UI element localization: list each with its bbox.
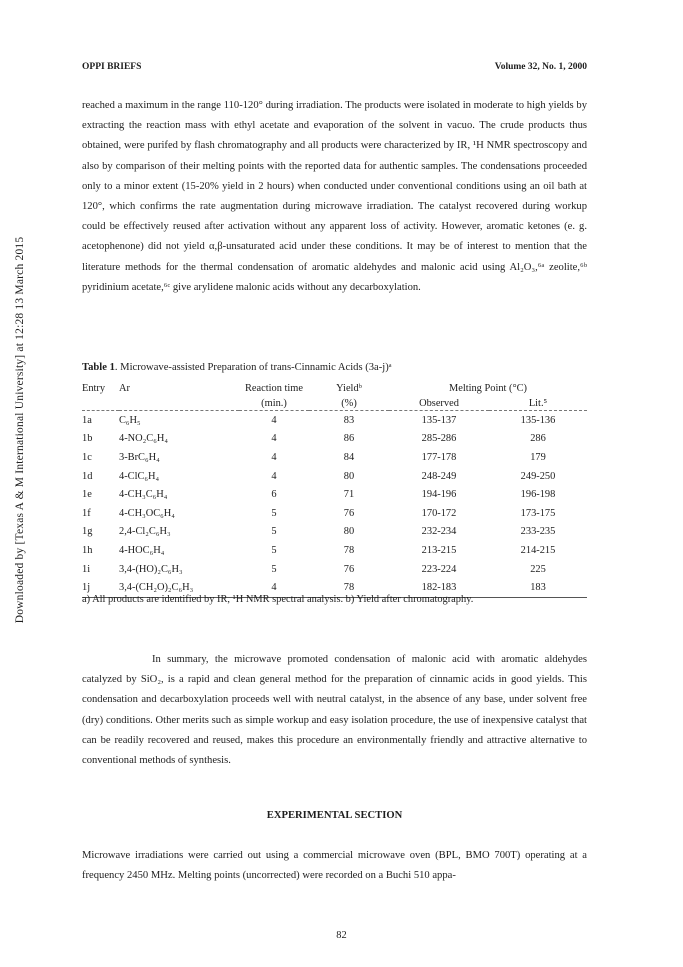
- cell-reaction-time: 4: [271, 414, 277, 426]
- cell-ar: C₆H₅: [119, 414, 141, 426]
- table-row: [82, 485, 587, 504]
- cell-mp-literature: 183: [489, 578, 587, 597]
- cell-entry: 1f: [82, 507, 91, 519]
- header-yield: Yieldᵇ: [336, 382, 362, 394]
- cell-ar: 4-NO₂C₆H₄: [119, 433, 168, 445]
- cell-reaction-time: 5: [271, 507, 277, 519]
- paragraph-summary: In summary, the microwave promoted condensation of malonic acid with aromatic aldehydes catalyzed by SiO₂, is a rapid and clean general method for the preparation of cinnamic acids in good yields. This condensation and decarboxylation proceeds well with neutral catalyst, in the absence of any base, under solvent free (dry) conditions. Other merits such as simple workup and easy isolation procedure, the use of inexpensive catalyst that can be readily recovered and reused, makes this procedure an environmentally friendly and attractive alternative to conventional methods of synthesis.: [82, 654, 587, 767]
- table-row: [82, 504, 587, 523]
- cell-mp-literature: 196-198: [520, 489, 556, 501]
- header-literature: Lit.⁵: [489, 396, 587, 411]
- cell-ar: 2,4-Cl₂C₆H₃: [119, 526, 171, 538]
- header-entry: Entry: [82, 382, 106, 394]
- cell-mp-observed: 232-234: [421, 526, 457, 538]
- cell-entry: 1d: [82, 470, 93, 482]
- table-caption-text: . Microwave-assisted Preparation of trans-Cinnamic Acids (3a-j)ᵃ: [114, 362, 392, 373]
- cell-reaction-time: 5: [271, 526, 277, 538]
- table-row: [82, 430, 587, 449]
- cell-mp-literature: 214-215: [520, 544, 556, 556]
- cell-reaction-time: 4: [271, 451, 277, 463]
- cell-yield: 76: [343, 507, 355, 519]
- section-heading: EXPERIMENTAL SECTION: [266, 810, 403, 821]
- cell-mp-observed: 177-178: [421, 451, 457, 463]
- cell-mp-observed: 170-172: [421, 507, 457, 519]
- cell-mp-literature: 135-136: [520, 414, 556, 426]
- cell-yield: 84: [343, 451, 355, 463]
- cell-reaction-time: 6: [271, 489, 277, 501]
- cell-entry: 1h: [82, 544, 93, 556]
- cell-ar: 3-BrC₆H₄: [119, 451, 160, 463]
- cell-entry: 1i: [82, 563, 91, 575]
- cell-ar: 3,4-(HO)₂C₆H₃: [119, 563, 183, 575]
- paragraph-results: reached a maximum in the range 110-120° during irradiation. The products were isolated in moderate to high yields by extracting the reaction mass with ethyl acetate and evaporation of the solvent in vacuo. The crude products thus obtained, were purifed by flash chromatography and all products were characterized by IR, ¹H NMR spectroscopy and also by comparison of their melting points with the reported data for authentic samples. The condensations proceeded only to a minor extent (15-20% yield in 2 hours) when conducted under conventional conditions using an oil bath at 120°, which confirms the rate augmentation during microwave irradiation. The catalyst recovered during workup could be effectively reused after activation without any apparent loss of activity. However, aromatic ketones (e. g. acetophenone) did not yield α,β-unsaturated acid under these conditions. It may be of interest to mention that the literature methods for the thermal condensation of aromatic aldehydes and malonic acid using Al₂O₃,⁶ᵃ zeolite,⁶ᵇ pyridinium acetate,⁶ᶜ give arylidene malonic acids without any decarboxylation.: [82, 100, 587, 293]
- cell-yield: 86: [343, 433, 355, 445]
- cell-yield: 80: [343, 470, 355, 482]
- cell-mp-observed: 285-286: [421, 433, 457, 445]
- cell-mp-literature: 225: [530, 563, 546, 575]
- header-observed: Observed: [389, 396, 489, 411]
- cell-yield: 78: [343, 544, 355, 556]
- header-reaction-time: Reaction time: [245, 382, 303, 394]
- cell-mp-literature: 249-250: [520, 470, 556, 482]
- cell-yield: 83: [343, 414, 355, 426]
- cell-ar: 4-CH₃C₆H₄: [119, 489, 168, 501]
- cell-entry: 1g: [82, 526, 93, 538]
- paragraph-experimental: Microwave irradiations were carried out using a commercial microwave oven (BPL, BMO 700T) operating at a frequency 2450 MHz. Melting points (uncorrected) were recorded on a Buchi 510 appa-: [82, 850, 587, 882]
- cell-mp-literature: 179: [530, 451, 546, 463]
- cell-yield: 78: [309, 578, 389, 597]
- cell-ar: 3,4-(CH₂O)₂C₆H₃: [119, 578, 239, 597]
- cell-ar: 4-CH₃OC₆H₄: [119, 507, 175, 519]
- table-body: [82, 411, 587, 598]
- header-melting-point: Melting Point (°C): [448, 382, 528, 394]
- table-row: [82, 523, 587, 542]
- journal-section-label: OPPI BRIEFS: [82, 62, 142, 72]
- table-row: [82, 411, 587, 430]
- cell-mp-observed: 182-183: [389, 578, 489, 597]
- table-row: [82, 467, 587, 486]
- cell-yield: 76: [343, 563, 355, 575]
- cell-mp-observed: 213-215: [421, 544, 457, 556]
- cell-mp-observed: 223-224: [421, 563, 457, 575]
- cell-mp-literature: 173-175: [520, 507, 556, 519]
- cell-reaction-time: 5: [271, 544, 277, 556]
- table-row: [82, 448, 587, 467]
- volume-label: Volume 32, No. 1, 2000: [494, 62, 587, 72]
- cell-yield: 71: [343, 489, 355, 501]
- table-footnote: a) All products are identified by IR, ¹H NMR spectral analysis. b) Yield after chromatography.: [82, 594, 474, 605]
- cell-ar: 4-ClC₆H₄: [119, 470, 160, 482]
- cell-mp-observed: 135-137: [421, 414, 457, 426]
- download-watermark-text: Downloaded by [Texas A & M International University] at 12:28 13 March 2015: [14, 236, 26, 624]
- cell-ar: 4-HOC₆H₄: [119, 544, 165, 556]
- cell-reaction-time: 4: [271, 433, 277, 445]
- header-ar: Ar: [119, 382, 130, 394]
- cell-entry: 1j: [82, 578, 119, 597]
- cell-yield: 80: [343, 526, 355, 538]
- header-yield-unit: (%): [309, 396, 389, 411]
- cell-entry: 1b: [82, 433, 93, 445]
- cell-reaction-time: 4: [239, 578, 309, 597]
- running-header: [82, 62, 587, 72]
- results-table: [82, 380, 587, 598]
- cell-mp-literature: 233-235: [520, 526, 556, 538]
- cell-mp-observed: 194-196: [421, 489, 457, 501]
- table-caption: [82, 362, 587, 373]
- cell-mp-literature: 286: [530, 433, 546, 445]
- table-row: [82, 560, 587, 579]
- cell-reaction-time: 5: [271, 563, 277, 575]
- table-subheader-row: [82, 396, 587, 411]
- page-number: 82: [336, 930, 347, 941]
- cell-entry: 1a: [82, 414, 92, 426]
- cell-reaction-time: 4: [271, 470, 277, 482]
- table-row: [82, 541, 587, 560]
- table-header-row: [82, 380, 587, 396]
- header-time-unit: (min.): [239, 396, 309, 411]
- cell-entry: 1e: [82, 489, 92, 501]
- table-caption-label: Table 1: [82, 362, 115, 373]
- cell-entry: 1c: [82, 451, 92, 463]
- cell-mp-observed: 248-249: [421, 470, 457, 482]
